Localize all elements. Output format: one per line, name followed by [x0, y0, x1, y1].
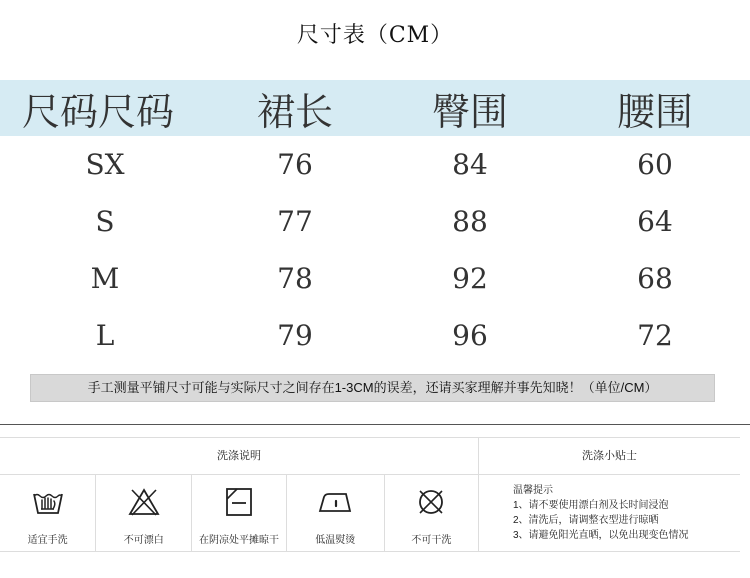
care-item-hand-wash: [0, 475, 96, 551]
cell-size: SX: [85, 148, 125, 181]
tip-item: 1、请不要使用漂白剂及长时间浸泡: [513, 500, 669, 511]
care-label: 不可漂白: [123, 535, 164, 546]
care-label: 低温熨烫: [315, 535, 356, 546]
cell-waist: 64: [637, 205, 673, 238]
cell-size: L: [95, 319, 115, 352]
low-iron-icon: [316, 487, 354, 517]
measurement-note: 手工测量平铺尺寸可能与实际尺寸之间存在1-3CM的误差，还请买家理解并事先知晓！（单位/CM）: [30, 374, 715, 402]
care-label: 不可干洗: [411, 535, 452, 546]
section-divider: [0, 424, 750, 425]
tips-list: [479, 475, 740, 543]
cell-hip: 96: [452, 319, 488, 352]
care-label: 适宜手洗: [27, 535, 68, 546]
header-hip: 臀围: [380, 80, 560, 136]
page-title: 尺寸表（CM）: [296, 23, 454, 48]
header-size: 尺码尺码: [0, 80, 210, 136]
tip-item: 3、请避免阳光直晒，以免出现变色情况: [513, 530, 689, 541]
care-item-no-dry-clean: [385, 475, 478, 551]
cell-skirt-length: 76: [277, 148, 313, 181]
table-row: [0, 193, 750, 250]
table-row: [0, 250, 750, 307]
cell-hip: 88: [452, 205, 488, 238]
care-instructions: [0, 438, 479, 551]
cell-size: M: [90, 262, 120, 295]
no-dry-clean-icon: [414, 487, 448, 517]
shade-dry-flat-icon: [222, 487, 256, 517]
care-item-shade-dry: [192, 475, 286, 551]
table-header-row: [0, 80, 750, 136]
care-tips: [479, 438, 740, 551]
cell-waist: 60: [637, 148, 673, 181]
cell-size: S: [95, 205, 115, 238]
care-instructions-title: 洗涤说明: [0, 438, 478, 475]
hand-wash-icon: [31, 487, 65, 517]
cell-hip: 84: [452, 148, 488, 181]
care-item-low-iron: [287, 475, 385, 551]
size-table: [0, 80, 750, 364]
cell-skirt-length: 78: [277, 262, 313, 295]
tip-item: 2、清洗后，请调整衣型进行晾晒: [513, 515, 659, 526]
care-item-no-bleach: [96, 475, 192, 551]
care-section: [0, 437, 740, 552]
care-tips-title: 洗涤小贴士: [479, 438, 740, 475]
cell-hip: 92: [452, 262, 488, 295]
cell-skirt-length: 79: [277, 319, 313, 352]
tips-heading: 温馨提示: [513, 485, 553, 496]
care-icon-row: [0, 475, 478, 551]
cell-waist: 72: [637, 319, 673, 352]
table-row: [0, 307, 750, 364]
table-row: [0, 136, 750, 193]
cell-waist: 68: [637, 262, 673, 295]
header-waist: 腰围: [560, 80, 750, 136]
care-label: 在阴凉处平摊晾干: [199, 535, 280, 546]
cell-skirt-length: 77: [277, 205, 313, 238]
header-skirt-length: 裙长: [210, 80, 380, 136]
no-bleach-icon: [127, 487, 161, 517]
